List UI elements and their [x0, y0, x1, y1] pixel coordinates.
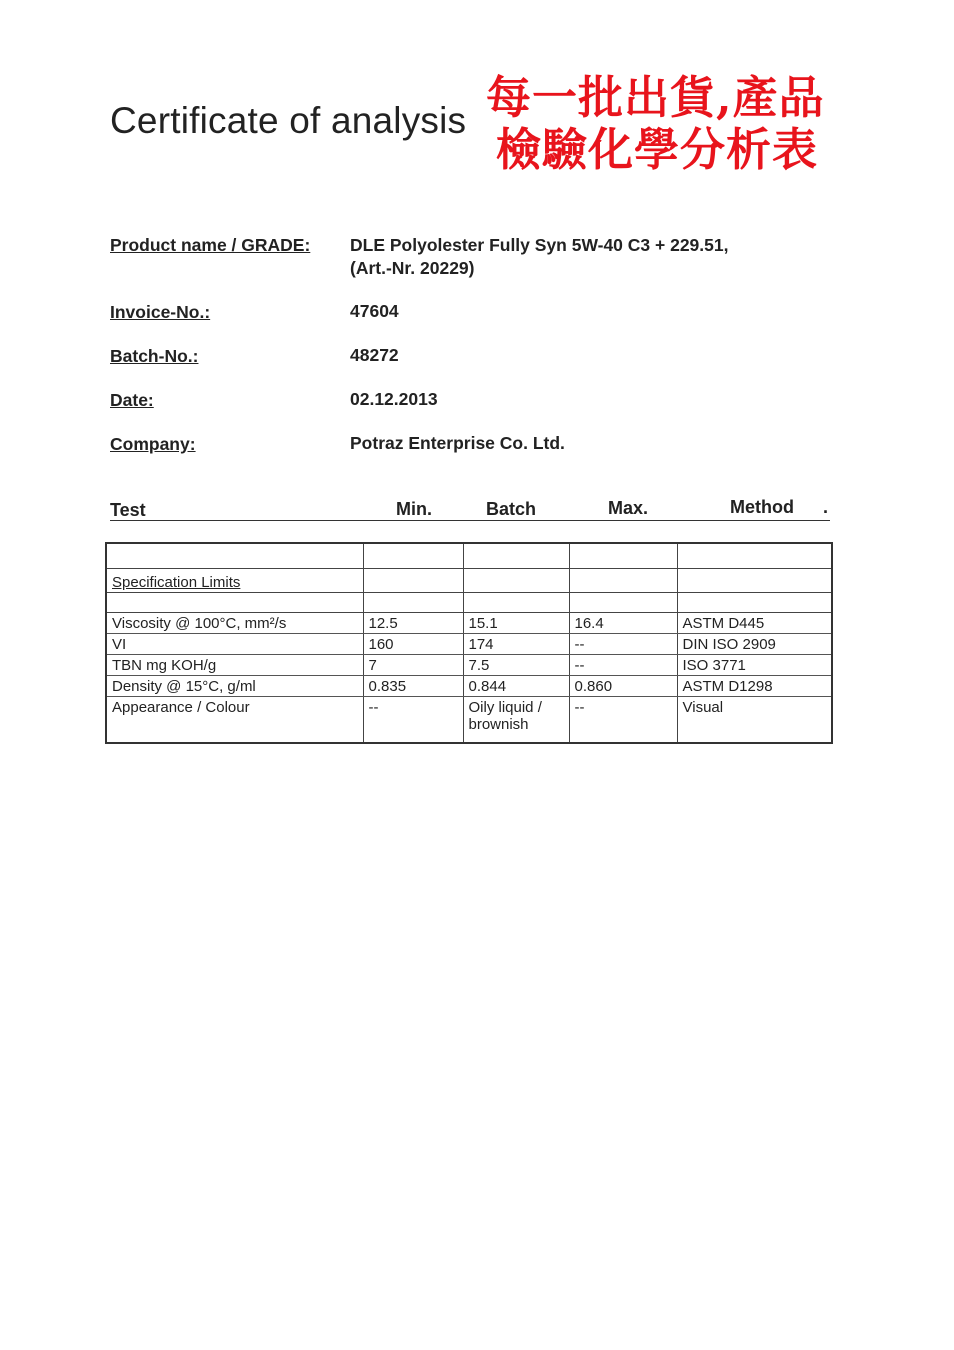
batch-cell: [463, 697, 569, 744]
max-cell: --: [569, 697, 677, 744]
min-cell: 7: [363, 655, 463, 676]
product-name-line-2: (Art.-Nr. 20229): [350, 258, 475, 278]
table-row: [106, 569, 832, 593]
table-row: [106, 655, 832, 676]
method-cell: DIN ISO 2909: [677, 634, 832, 655]
product-name-label: Product name / GRADE:: [110, 235, 311, 255]
table-row: [106, 543, 832, 569]
table-row: [106, 613, 832, 634]
table-row: [106, 697, 832, 744]
column-header-min: Min.: [396, 499, 432, 519]
column-header-test: Test: [110, 500, 146, 520]
date-value: 02.12.2013: [350, 389, 438, 409]
batch-cell: 174: [463, 634, 569, 655]
document-title: Certificate of analysis: [110, 100, 467, 141]
company-label: Company:: [110, 434, 196, 454]
column-header-method: Method: [730, 497, 794, 517]
column-header-batch: Batch: [486, 499, 537, 519]
method-cell: ISO 3771: [677, 655, 832, 676]
batch-cell: 7.5: [463, 655, 569, 676]
method-cell: ASTM D1298: [677, 676, 832, 697]
date-label: Date:: [110, 390, 154, 410]
invoice-no-value: 47604: [350, 301, 399, 321]
method-cell: Visual: [677, 697, 832, 744]
max-cell: --: [569, 634, 677, 655]
batch-cell: 0.844: [463, 676, 569, 697]
batch-line-1: Oily liquid /: [468, 699, 542, 716]
min-cell: --: [363, 697, 463, 744]
table-row: [106, 676, 832, 697]
red-chinese-annotation: [486, 72, 825, 176]
max-cell: 16.4: [569, 613, 677, 634]
specification-table: [105, 542, 833, 744]
column-header-dot: .: [823, 497, 829, 517]
column-header-max: Max.: [608, 498, 649, 518]
specification-limits-label: Specification Limits: [106, 569, 363, 593]
table-row: [106, 634, 832, 655]
batch-no-value: 48272: [350, 345, 399, 365]
annotation-line-2: 檢驗化學分析表: [496, 123, 819, 176]
company-value: Potraz Enterprise Co. Ltd.: [350, 433, 565, 453]
batch-no-label: Batch-No.:: [110, 346, 199, 366]
annotation-line-1: 每一批出貨,產品: [486, 71, 825, 124]
product-name-value: [350, 234, 728, 280]
test-cell: TBN mg KOH/g: [106, 655, 363, 676]
invoice-no-label: Invoice-No.:: [110, 302, 211, 322]
batch-cell: 15.1: [463, 613, 569, 634]
test-cell: VI: [106, 634, 363, 655]
test-cell: Appearance / Colour: [106, 697, 363, 744]
min-cell: 0.835: [363, 676, 463, 697]
method-cell: ASTM D445: [677, 613, 832, 634]
max-cell: 0.860: [569, 676, 677, 697]
min-cell: 12.5: [363, 613, 463, 634]
batch-line-2: brownish: [468, 716, 529, 733]
test-cell: Viscosity @ 100°C, mm²/s: [106, 613, 363, 634]
test-cell: Density @ 15°C, g/ml: [106, 676, 363, 697]
header-underline: [110, 520, 830, 521]
max-cell: --: [569, 655, 677, 676]
product-name-line-1: DLE Polyolester Fully Syn 5W-40 C3 + 229.51,: [350, 235, 729, 255]
table-row: [106, 593, 832, 613]
min-cell: 160: [363, 634, 463, 655]
